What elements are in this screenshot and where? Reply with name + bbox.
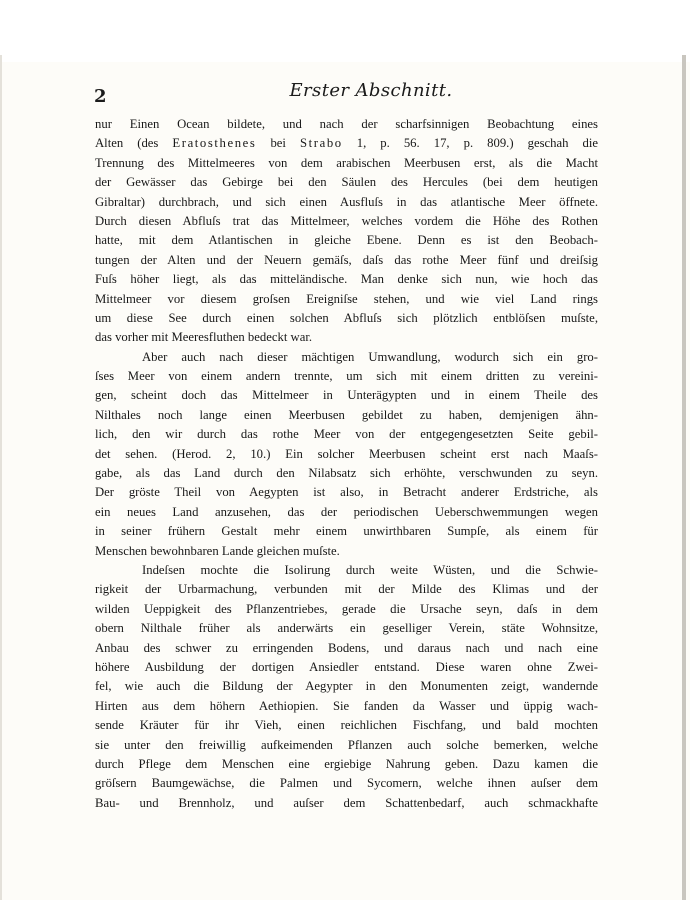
text-line: um diese See durch einen solchen Abfluſs sich plötzlich entblöſsen muſste, xyxy=(95,310,598,325)
text-line: der Gewässer das Gebirge bei den Säulen des Hercules (bei dem heutigen xyxy=(95,175,598,190)
page-edge-left xyxy=(0,55,2,900)
text-line: Anbau des schwer zu erringenden Bodens, und daraus nach und nach eine xyxy=(95,640,598,655)
text-line: durch Pflege dem Menschen eine ergiebige Nahrung geben. Dazu kamen die xyxy=(95,756,598,771)
text-line: lich, den wir durch das rothe Meer von der entgegengesetzten Seite gebil- xyxy=(95,427,598,442)
text-line: Gibraltar) durchbrach, und sich einen Ausfluſs in das atlantische Meer öffnete. xyxy=(95,194,598,209)
text-line: Trennung des Mittelmeeres von dem arabischen Meerbusen erst, als die Macht xyxy=(95,155,598,170)
text-line: Durch diesen Abfluſs trat das Mittelmeer, welches vordem die Höhe des Rothen xyxy=(95,213,598,228)
page-edge-right xyxy=(682,55,686,900)
text-line: wilden Ueppigkeit des Pflanzentriebes, gerade die Ursache seyn, daſs in dem xyxy=(95,601,598,616)
text-line-paragraph-start: Indeſsen mochte die Isolirung durch weite Wüsten, und die Schwie- xyxy=(142,562,598,577)
text-line: sende Kräuter für ihr Vieh, einen reichlichen Fischfang, und bald mochten xyxy=(95,718,598,733)
text-line: Hirten aus dem höhern Aethiopien. Sie fanden da Wasser und üppig wach- xyxy=(95,698,598,713)
text-line-citation xyxy=(95,134,598,153)
citation-middle: bei xyxy=(256,136,300,151)
body-text xyxy=(95,115,598,813)
text-line: ſses Meer von einem andern trennte, um sich mit einem dritten zu vereini- xyxy=(95,369,598,384)
citation-before: Alten (des xyxy=(95,136,173,151)
citation-after: 1, p. 56. 17, p. 809.) geschah die xyxy=(342,136,598,151)
text-line: gen, scheint doch das Mittelmeer in Unterägypten und in einem Theile des xyxy=(95,388,598,403)
citation-author: Eratosthenes xyxy=(172,136,257,151)
text-line: gröſsern Baumgewächse, die Palmen und Sycomern, welche ihnen auſser dem xyxy=(95,776,598,791)
text-line: ein neues Land anzusehen, das der periodischen Ueberschwemmungen wegen xyxy=(95,504,598,519)
text-line: det sehen. (Herod. 2, 10.) Ein solcher Meerbusen scheint erst nach Maaſs- xyxy=(95,446,598,461)
text-line: nur Einen Ocean bildete, und nach der scharfsinnigen Beobachtung eines xyxy=(95,117,598,131)
running-title: Erster Abschnitt. xyxy=(289,80,453,101)
text-line-paragraph-start: Aber auch nach dieser mächtigen Umwandlung, wodurch sich ein gro- xyxy=(142,349,598,364)
text-line: in seiner frühern Gestalt mehr einem unwirthbaren Sumpſe, als einem für xyxy=(95,524,598,539)
text-line-paragraph-end: Menschen bewohnbaren Lande gleichen muſste. xyxy=(95,543,340,558)
citation-source: Strabo xyxy=(299,136,343,151)
text-line: Mittelmeer vor diesem groſsen Ereigniſse stehen, und wie viel Land rings xyxy=(95,291,598,306)
scan-margin xyxy=(0,0,690,62)
text-line: höhere Ausbildung der dortigen Ansiedler entstand. Diese waren ohne Zwei- xyxy=(95,659,598,674)
text-line: tungen der Alten und der Neuern gemäſs, daſs das rothe Meer fünf und dreiſsig xyxy=(95,252,598,267)
text-line: rigkeit der Urbarmachung, verbunden mit der Milde des Klimas und der xyxy=(95,582,598,597)
text-line: obern Nilthale früher als anderwärts ein geselliger Verein, stäte Wohnsitze, xyxy=(95,621,598,636)
text-line: Bau- und Brennholz, und auſser dem Schattenbedarf, auch schmackhafte xyxy=(95,795,598,810)
text-line: Fuſs höher liegt, als das mitteländische. Man denke sich nun, wie hoch das xyxy=(95,272,598,287)
text-line: gabe, als das Land durch den Nilabsatz sich erhöhte, verschwunden zu seyn. xyxy=(95,466,598,481)
page-number: 2 xyxy=(94,86,107,107)
text-line: Nilthales noch lange einen Meerbusen gebildet zu haben, demjenigen ähn- xyxy=(95,407,598,422)
text-line: fel, wie auch die Bildung der Aegypter in den Monumenten zeigt, wandernde xyxy=(95,679,598,694)
text-line-paragraph-end: das vorher mit Meeresfluthen bedeckt war. xyxy=(95,330,313,345)
text-line: hatte, mit dem Atlantischen in gleiche Ebene. Denn es ist den Beobach- xyxy=(95,233,598,248)
text-line: Der gröste Theil von Aegypten ist also, in Betracht anderer Erdstriche, als xyxy=(95,485,598,500)
text-line: sie unter den freiwillig aufkeimenden Pflanzen auch solche bemerken, welche xyxy=(95,737,598,752)
